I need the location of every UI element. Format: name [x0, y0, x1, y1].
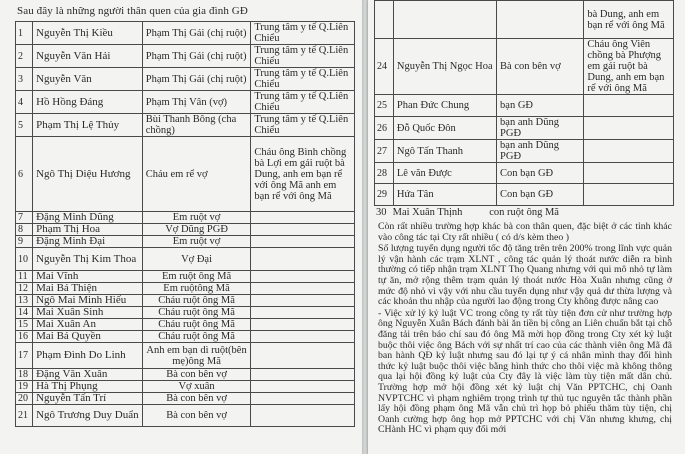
- row-place: Cháu ông Viên chồng bà Phượng em gái ruột bà Dung, anh em bạn rể với ông Mã: [584, 39, 674, 95]
- row-number: 1: [16, 22, 33, 45]
- row-name: Đỗ Quốc Đôn: [393, 117, 496, 140]
- row-place: Trung tâm y tế Q.Liên Chiểu: [251, 91, 355, 114]
- table-row: [16, 343, 355, 369]
- table-row: [16, 405, 355, 427]
- row-number: 9: [16, 236, 33, 248]
- row-place: [251, 212, 355, 224]
- intro-text: Sau đây là những người thân quen của gia đình GĐ: [17, 5, 248, 17]
- row-place: [251, 295, 355, 307]
- table-row: [16, 331, 355, 343]
- row-relation: Em ruột vợ: [142, 236, 251, 248]
- row-place: [251, 343, 355, 369]
- table-row: [16, 393, 355, 405]
- row-relation: Con bạn GĐ: [497, 184, 584, 206]
- row-relation: Bà con bên vợ: [142, 393, 251, 405]
- row-name: Ngô Mai Minh Hiếu: [33, 295, 143, 307]
- row-name: Ngô Tấn Thanh: [393, 140, 496, 163]
- row-name: Đặng Văn Xuân: [33, 369, 143, 381]
- row-relation: Cháu ruột ông Mã: [142, 331, 251, 343]
- table-row: [16, 22, 355, 45]
- table-row: [16, 45, 355, 68]
- row-place: [584, 184, 674, 206]
- right-page: [368, 0, 685, 454]
- paragraph: Còn rất nhiều trường hợp khác bà con thân quen, đặc biệt ở các tỉnh khác vào công tác tại Cty rất nhiều ( có d/s kèm theo ): [378, 221, 672, 243]
- row-name: Ngô Trương Duy Duẩn: [33, 405, 143, 427]
- row-name: Đặng Minh Đại: [33, 236, 143, 248]
- row-place: [251, 236, 355, 248]
- row-relation: Em ruột vợ: [142, 212, 251, 224]
- row-place: [251, 369, 355, 381]
- row-relation: Cháu ruột ông Mã: [142, 307, 251, 319]
- row-number: 6: [16, 137, 33, 212]
- row-name: Nguyễn Thị Kim Thoa: [33, 248, 143, 271]
- row-number: 5: [16, 114, 33, 137]
- row-place: [584, 117, 674, 140]
- row-number: 15: [16, 319, 33, 331]
- table-row: [16, 236, 355, 248]
- row-relation: Phạm Thị Vân (vợ): [142, 91, 251, 114]
- row-relation: bạn GĐ: [497, 95, 584, 117]
- row-name: Nguyễn Thị Kiều: [33, 22, 143, 45]
- row-place: [584, 163, 674, 184]
- table-row: [16, 283, 355, 295]
- row-relation: con ruột ông Mã: [489, 207, 559, 218]
- paragraph: - Việc xử lý kỷ luật VC trong công ty rất tùy tiện đơn cử như trường hợp ông Nguyễn Xuân Bách đánh bài ăn tiền bị công an Liên chuẩn bắt tại chỗ đăng tải trên báo chí sau đó ông Mã mời họp đồng trong Cty xét kỷ luật buộc thôi việc ông Bách với sự nhất trí cao của các thành viên ông Mã đã ban hành QĐ kỷ luật nhưng sau đó lại tự ý cá nhân mình thay đổi hình thức kỷ luật buộc thôi việc bằng hình thức cho thôi việc mà không thông qua lại hội đồng kỷ luật của Cty đây là việc làm tùy tiện mất dân chủ. Trường hợp mở hội đồng xét kỷ luật chị Văn PPTCHC, chị Oanh NVPTCHC vì phạm nghiêm trọng trình tự thủ tục nguyên tắc thành phần lấy hội đồng phạm ông Mã vẫn chủ trì họp bỏ phiếu thăm tùy tiện, chị Oanh cường hợp ông họp mở PPTCHC với chị Văn nhưng khưng, chị CHành HC vì phạm quy đối mới: [378, 307, 672, 436]
- table-row: [16, 271, 355, 283]
- row-number: 30: [376, 207, 387, 218]
- row-number: 24: [375, 39, 394, 95]
- last-row: [376, 207, 559, 218]
- row-number: 26: [375, 117, 394, 140]
- row-relation: Em ruộtông Mã: [142, 283, 251, 295]
- row-number: 27: [375, 140, 394, 163]
- row-number: 29: [375, 184, 394, 206]
- row-relation: Phạm Thị Gái (chị ruột): [142, 68, 251, 91]
- row-place: [251, 405, 355, 427]
- row-place: [251, 331, 355, 343]
- row-relation: Phạm Thị Gái (chị ruột): [142, 45, 251, 68]
- row-place: Trung tâm y tế Q.Liên Chiểu: [251, 45, 355, 68]
- row-place: Trung tâm y tế Q.Liên Chiểu: [251, 68, 355, 91]
- row-place: Trung tâm y tế Q.Liên Chiểu: [251, 114, 355, 137]
- row-name: Nguyễn Thị Ngọc Hoa: [393, 39, 496, 95]
- row-name: Hồ Hồng Đáng: [33, 91, 143, 114]
- row-place: Cháu ông Bình chồng bà Lợi em gái ruột bà Dung, anh em bạn rể với ông Mã anh em bạn rể với ông Mã: [251, 137, 355, 212]
- row-name: Mai Xuân An: [33, 319, 143, 331]
- row-number: 21: [16, 405, 33, 427]
- row-relation: Bà con bên vợ: [142, 405, 251, 427]
- table-row: [16, 91, 355, 114]
- table-row: [16, 212, 355, 224]
- row-relation: Cháu em rể vợ: [142, 137, 251, 212]
- table-row: [375, 95, 674, 117]
- row-name: Nguyễn Văn: [33, 68, 143, 91]
- row-number: 28: [375, 163, 394, 184]
- row-place: [251, 393, 355, 405]
- row-name: Lê văn Được: [393, 163, 496, 184]
- row-relation: bạn anh Dũng PGĐ: [497, 140, 584, 163]
- row-relation: Em ruột ông Mã: [142, 271, 251, 283]
- paragraph: Số lượng tuyển dụng người tốc độ tăng trên trên 200% trong lĩnh vực quản lý vận hành các trạm XLNT , công tác quản lý thoát nước diễn ra bình thường có tiếp nhận trạm XLNT Thọ Quang nhưng với qui mô nhỏ tự làm tự ăn, mở rộng thêm trạm quản lý thoát nước Hòa Xuân nhưng cũng ở mức độ nhỏ vì vậy với nhu cầu tuyển dụng như vậy quả dư thừa lượng và các khoản thu nhập của người lao động trong Cty không được nâng cao: [378, 243, 672, 308]
- table-row: [16, 381, 355, 393]
- row-place: [584, 95, 674, 117]
- row-relation: Cháu ruột ông Mã: [142, 295, 251, 307]
- row-number: 16: [16, 331, 33, 343]
- table-row: [16, 319, 355, 331]
- row-place: [251, 224, 355, 236]
- row-place: [584, 140, 674, 163]
- row-name: Phan Đức Chung: [393, 95, 496, 117]
- row-name: Hứa Tân: [393, 184, 496, 206]
- row-number: 3: [16, 68, 33, 91]
- table-row: [16, 68, 355, 91]
- row-name: Mai Vĩnh: [33, 271, 143, 283]
- row-number: 25: [375, 95, 394, 117]
- row-relation: Bà con bên vợ: [497, 39, 584, 95]
- row-name: Nguyễn Văn Hải: [33, 45, 143, 68]
- row-place: [251, 248, 355, 271]
- relatives-table-left: [15, 21, 355, 427]
- row-place: [251, 283, 355, 295]
- row-place: Trung tâm y tế Q.Liên Chiểu: [251, 22, 355, 45]
- row-relation: Bùi Thanh Bông (cha chồng): [142, 114, 251, 137]
- row-relation: Con bạn GĐ: [497, 163, 584, 184]
- row-relation: Cháu ruột ông Mã: [142, 319, 251, 331]
- table-row: [375, 117, 674, 140]
- row-name: Đặng Minh Dũng: [33, 212, 143, 224]
- row-place: [251, 271, 355, 283]
- table-row: [375, 184, 674, 206]
- row-place: [251, 319, 355, 331]
- row-relation: bạn anh Dũng PGĐ: [497, 117, 584, 140]
- row-number: 8: [16, 224, 33, 236]
- row-place: [251, 307, 355, 319]
- row-relation: Vợ Đại: [142, 248, 251, 271]
- row-name: Hà Thị Phụng: [33, 381, 143, 393]
- row-number: 7: [16, 212, 33, 224]
- table-row: [375, 140, 674, 163]
- row-name: Mai Xuân Sinh: [33, 307, 143, 319]
- row-name: Mai Xuân Thịnh: [392, 207, 463, 218]
- table-row: [16, 224, 355, 236]
- row-number: 17: [16, 343, 33, 369]
- place-cell: bà Dung, anh em bạn rể với ông Mã: [584, 1, 674, 39]
- table-row: [375, 39, 674, 95]
- table-row: [375, 163, 674, 184]
- row-number: 19: [16, 381, 33, 393]
- table-row: [16, 369, 355, 381]
- row-name: Ngô Thị Diệu Hương: [33, 137, 143, 212]
- row-relation: Phạm Thị Gái (chị ruột): [142, 22, 251, 45]
- row-place: [251, 381, 355, 393]
- row-name: Phạm Thị Hoa: [33, 224, 143, 236]
- table-row: [16, 248, 355, 271]
- row-name: Nguyễn Tấn Trí: [33, 393, 143, 405]
- row-name: Mai Bá Thiện: [33, 283, 143, 295]
- table-row: [16, 295, 355, 307]
- row-relation: Anh em bạn dì ruột(bên mẹ)ông Mã: [142, 343, 251, 369]
- row-number: 4: [16, 91, 33, 114]
- row-number: 20: [16, 393, 33, 405]
- table-row: [375, 1, 674, 39]
- row-relation: Vợ xuân: [142, 381, 251, 393]
- row-name: Phạm Đình Do Linh: [33, 343, 143, 369]
- row-number: 14: [16, 307, 33, 319]
- row-relation: Vợ Dũng PGĐ: [142, 224, 251, 236]
- row-number: 18: [16, 369, 33, 381]
- row-relation: Bà con bên vợ: [142, 369, 251, 381]
- notes-body: [378, 222, 672, 436]
- table-row: [16, 137, 355, 212]
- row-number: 11: [16, 271, 33, 283]
- relatives-table-right: [374, 0, 674, 206]
- row-name: Mai Bá Quyền: [33, 331, 143, 343]
- row-number: 2: [16, 45, 33, 68]
- row-number: 13: [16, 295, 33, 307]
- row-name: Phạm Thị Lệ Thủy: [33, 114, 143, 137]
- row-number: 10: [16, 248, 33, 271]
- table-row: [16, 114, 355, 137]
- table-row: [16, 307, 355, 319]
- row-number: 12: [16, 283, 33, 295]
